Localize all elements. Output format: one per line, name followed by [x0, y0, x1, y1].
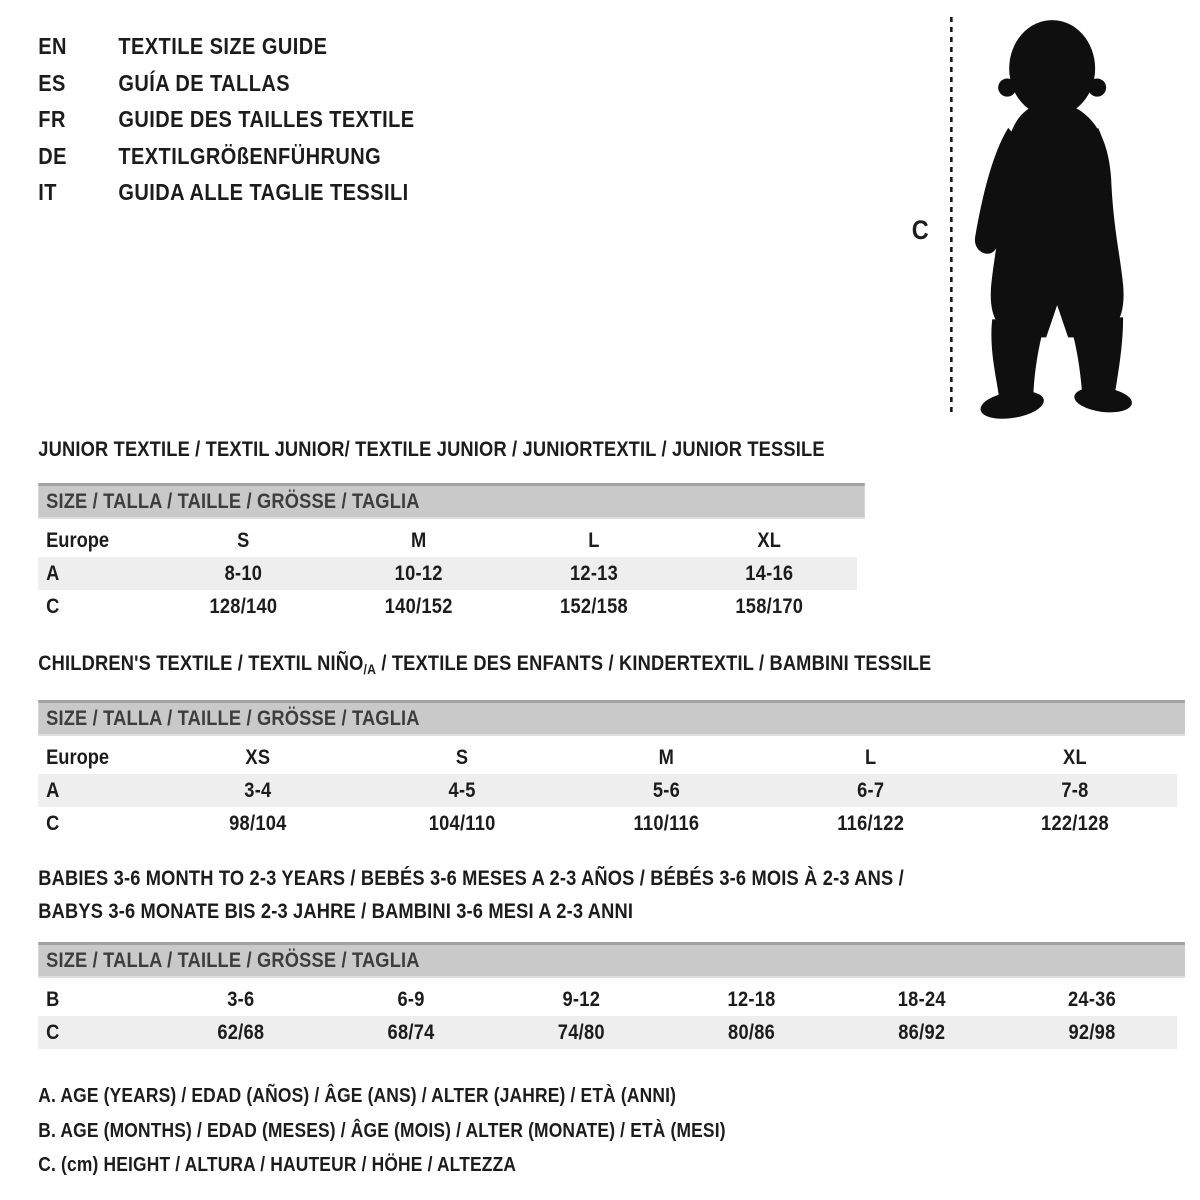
heading-text: / TEXTILE DES ENFANTS / KINDERTEXTIL / BAMBINI TESSILE	[376, 652, 932, 675]
table-cell: M	[658, 745, 675, 769]
table-cell: 10-12	[394, 561, 443, 585]
table-cell: XL	[757, 528, 782, 552]
language-code: IT	[38, 179, 57, 205]
table-cell: 9-12	[562, 987, 601, 1011]
language-code: DE	[38, 142, 67, 169]
table-cell: 140/152	[384, 594, 453, 618]
table-cell: 128/140	[209, 594, 278, 618]
table-cell: 152/158	[560, 594, 628, 618]
row-label: A	[46, 778, 60, 802]
language-row	[38, 28, 414, 65]
language-row	[38, 65, 414, 102]
table-row	[38, 774, 1177, 807]
legend-line: B. AGE (MONTHS) / EDAD (MESES) / ÂGE (MOIS) / ALTER (MONATE) / ETÀ (MESI)	[38, 1119, 726, 1142]
table-row	[38, 983, 1177, 1016]
table-cell: 68/74	[387, 1020, 435, 1044]
language-code: ES	[38, 69, 66, 96]
table-cell: 8-10	[224, 561, 263, 585]
language-title: GUIDE DES TAILLES TEXTILE	[118, 106, 415, 132]
language-title-list	[38, 28, 414, 211]
section-heading	[38, 437, 1186, 463]
table-cell: 3-6	[227, 987, 255, 1011]
table-row	[38, 590, 857, 623]
heading-text: JUNIOR TEXTILE / TEXTIL JUNIOR/ TEXTILE JUNIOR / JUNIORTEXTIL / JUNIOR TESSILE	[38, 438, 825, 461]
language-row	[38, 138, 414, 175]
row-label: C	[46, 811, 60, 835]
table-cell: 104/110	[428, 811, 496, 835]
heading-text: BABIES 3-6 MONTH TO 2-3 YEARS / BEBÉS 3-6 MESES A 2-3 AÑOS / BÉBÉS 3-6 MOIS À 2-3 ANS /	[38, 867, 904, 890]
height-measure-label: C	[911, 215, 929, 245]
table-cell: 98/104	[229, 811, 287, 835]
size-header-bar	[38, 942, 1185, 978]
table-cell: 24-36	[1067, 987, 1117, 1011]
language-title: GUIDA ALLE TAGLIE TESSILI	[118, 179, 409, 205]
table-cell: M	[410, 528, 427, 552]
size-header-bar	[38, 700, 1185, 736]
table-cell: XS	[245, 745, 271, 769]
table-cell: 6-7	[857, 778, 885, 802]
table-cell: 86/92	[898, 1020, 946, 1044]
language-title: TEXTILGRÖßENFÜHRUNG	[118, 142, 382, 169]
footnote-legend	[38, 1079, 725, 1183]
table-row	[38, 807, 1177, 840]
legend-line: A. AGE (YEARS) / EDAD (AÑOS) / ÂGE (ANS) / ALTER (JAHRE) / ETÀ (ANNI)	[38, 1085, 677, 1107]
language-title: GUÍA DE TALLAS	[118, 69, 291, 96]
legend-line: C. (cm) HEIGHT / ALTURA / HAUTEUR / HÖHE / ALTEZZA	[38, 1154, 517, 1176]
row-label: A	[46, 561, 60, 585]
table-cell: 62/68	[217, 1020, 265, 1044]
row-label: C	[46, 594, 60, 618]
table-cell: 92/98	[1068, 1020, 1116, 1044]
size-sections	[38, 210, 1186, 1049]
language-code: EN	[38, 33, 67, 59]
size-table	[38, 741, 1177, 840]
heading-subscript: /A	[363, 661, 377, 677]
size-section-babies	[38, 862, 1186, 1049]
table-cell: 110/116	[633, 811, 700, 835]
table-cell: 7-8	[1061, 778, 1089, 802]
table-row	[38, 524, 857, 557]
language-title: TEXTILE SIZE GUIDE	[118, 33, 328, 59]
row-label: Europe	[46, 745, 110, 769]
size-section-children	[38, 651, 1186, 840]
table-cell: 122/128	[1041, 811, 1109, 835]
table-cell: 158/170	[735, 594, 804, 618]
heading-text: CHILDREN'S TEXTILE / TEXTIL NIÑO	[38, 652, 364, 675]
size-header-label: SIZE / TALLA / TAILLE / GRÖSSE / TAGLIA	[46, 949, 420, 972]
size-section-junior	[38, 437, 1186, 623]
table-cell: 6-9	[397, 987, 425, 1011]
section-heading	[38, 651, 1186, 682]
language-code: FR	[38, 106, 66, 132]
heading-text: BABYS 3-6 MONATE BIS 2-3 JAHRE / BAMBINI 3-6 MESI A 2-3 ANNI	[38, 900, 634, 923]
language-row	[38, 174, 414, 211]
table-row	[38, 1016, 1177, 1049]
row-label: C	[46, 1020, 60, 1044]
table-cell: L	[588, 528, 600, 552]
table-cell: 12-18	[727, 987, 776, 1011]
size-header-label: SIZE / TALLA / TAILLE / GRÖSSE / TAGLIA	[46, 490, 420, 513]
size-header-bar	[38, 483, 865, 519]
table-cell: S	[455, 745, 469, 769]
table-cell: 12-13	[569, 561, 619, 585]
table-cell: 14-16	[745, 561, 794, 585]
size-table	[38, 983, 1177, 1049]
table-cell: 18-24	[897, 987, 946, 1011]
size-header-label: SIZE / TALLA / TAILLE / GRÖSSE / TAGLIA	[46, 707, 420, 730]
table-cell: L	[864, 745, 877, 769]
size-table	[38, 524, 857, 623]
table-cell: 116/122	[837, 811, 905, 835]
row-label: B	[46, 987, 60, 1011]
table-row	[38, 557, 857, 590]
table-cell: S	[237, 528, 250, 552]
section-heading	[38, 862, 1186, 895]
table-cell: XL	[1063, 745, 1087, 769]
section-heading	[38, 895, 1186, 928]
table-cell: 4-5	[448, 778, 476, 802]
table-cell: 74/80	[557, 1020, 605, 1044]
row-label: Europe	[46, 528, 110, 552]
table-cell: 80/86	[728, 1020, 776, 1044]
table-cell: 5-6	[652, 778, 681, 802]
table-cell: 3-4	[244, 778, 272, 802]
table-row	[38, 741, 1177, 774]
language-row	[38, 101, 414, 138]
